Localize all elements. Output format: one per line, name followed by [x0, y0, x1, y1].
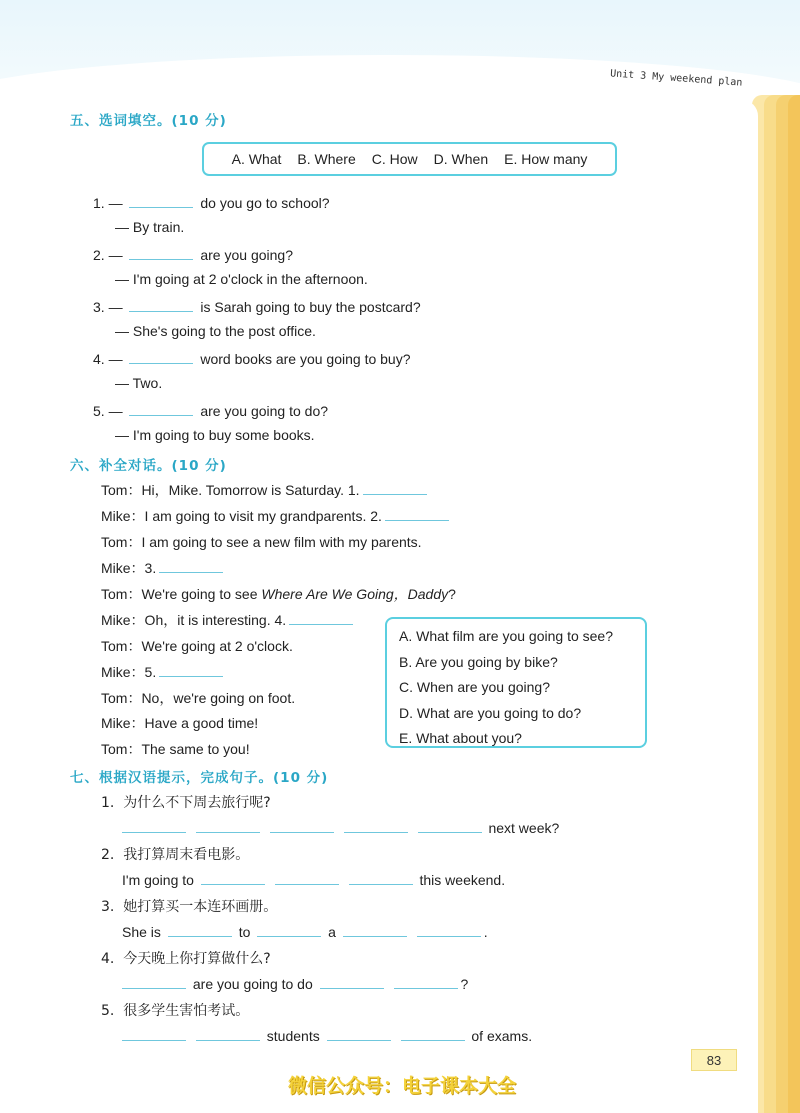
dialogue-option: B. Are you going by bike? [399, 653, 558, 670]
answer-line: are you going to do ? [119, 974, 468, 992]
answer-blank[interactable] [417, 922, 481, 937]
answer-blank[interactable] [196, 818, 260, 833]
section-5-title: 五、选词填空。(10 分) [70, 113, 227, 129]
chinese-prompt: 4. 今天晚上你打算做什么? [101, 951, 271, 967]
answer-blank[interactable] [257, 922, 321, 937]
dialogue-line: Tom：We're going to see Where Are We Going，Daddy? [101, 586, 456, 602]
dialogue-line: Mike：Have a good time! [101, 715, 259, 731]
word-option: A. What [231, 151, 282, 167]
answer-blank[interactable] [320, 974, 384, 989]
dialogue-line: Tom：No，we're going on foot. [101, 690, 296, 706]
page-edge-stack [752, 95, 800, 1113]
dialogue-line: Tom：I am going to see a new film with my parents. [101, 534, 422, 550]
answer-blank[interactable] [327, 1026, 391, 1041]
answer-blank[interactable] [401, 1026, 465, 1041]
answer-line: I'm going to this weekend. [122, 872, 506, 888]
question-line: 3. — is Sarah going to buy the postcard? [93, 299, 421, 315]
answer-blank[interactable] [418, 818, 482, 833]
dialogue-line: Tom：We're going at 2 o'clock. [101, 638, 293, 654]
answer-blank[interactable] [349, 870, 413, 885]
answer-blank[interactable] [275, 870, 339, 885]
answer-line: — I'm going at 2 o'clock in the afternoon. [115, 271, 368, 287]
chinese-prompt: 3. 她打算买一本连环画册。 [101, 899, 278, 915]
answer-blank[interactable] [129, 245, 193, 260]
answer-blank[interactable] [159, 558, 223, 573]
answer-blank[interactable] [343, 922, 407, 937]
dialogue-line: Tom：The same to you! [101, 741, 250, 757]
answer-blank[interactable] [122, 1026, 186, 1041]
dialogue-line: Mike：3. [101, 558, 226, 578]
dialogue-options-box [385, 617, 647, 748]
section-6-title: 六、补全对话。(10 分) [70, 458, 227, 474]
dialogue-option: A. What film are you going to see? [399, 628, 613, 644]
word-option: B. Where [297, 151, 356, 167]
word-option: D. When [433, 151, 489, 167]
answer-blank[interactable] [394, 974, 458, 989]
answer-line: — Two. [115, 375, 163, 391]
answer-blank[interactable] [122, 818, 186, 833]
question-line: 2. — are you going? [93, 247, 293, 263]
answer-blank[interactable] [122, 974, 186, 989]
running-head: Unit 3 My weekend plan [609, 68, 743, 89]
answer-blank[interactable] [196, 1026, 260, 1041]
dialogue-line: Mike：I am going to visit my grandparents. 2. [101, 506, 452, 526]
answer-line: students of exams. [119, 1026, 532, 1044]
answer-blank[interactable] [344, 818, 408, 833]
answer-blank[interactable] [385, 506, 449, 521]
answer-line: — I'm going to buy some books. [115, 427, 315, 443]
dialogue-line: Mike：Oh，it is interesting. 4. [101, 610, 356, 630]
question-line: 5. — are you going to do? [93, 403, 329, 419]
chinese-prompt: 5. 很多学生害怕考试。 [101, 1003, 250, 1019]
chinese-prompt: 1. 为什么不下周去旅行呢? [101, 795, 271, 811]
answer-blank[interactable] [289, 610, 353, 625]
answer-blank[interactable] [129, 349, 193, 364]
page-number: 83 [691, 1049, 737, 1071]
answer-line: She is to a . [122, 924, 488, 940]
word-option: E. How many [504, 151, 588, 167]
answer-blank[interactable] [270, 818, 334, 833]
word-bank-box [202, 142, 617, 176]
dialogue-line: Tom：Hi，Mike. Tomorrow is Saturday. 1. [101, 480, 430, 500]
dialogue-option: E. What about you? [399, 730, 522, 747]
section-7-title: 七、根据汉语提示，完成句子。(10 分) [70, 770, 329, 786]
answer-blank[interactable] [159, 662, 223, 677]
answer-blank[interactable] [363, 480, 427, 495]
watermark-text: 微信公众号：电子课本大全 [288, 1075, 517, 1097]
answer-blank[interactable] [129, 193, 193, 208]
answer-blank[interactable] [129, 297, 193, 312]
question-line: 1. — do you go to school? [93, 195, 330, 211]
answer-blank[interactable] [168, 922, 232, 937]
answer-line: — She's going to the post office. [115, 323, 316, 339]
question-line: 4. — word books are you going to buy? [93, 351, 411, 367]
dialogue-option: D. What are you going to do? [399, 704, 582, 721]
answer-line: next week? [119, 818, 559, 836]
answer-blank[interactable] [201, 870, 265, 885]
answer-blank[interactable] [129, 401, 193, 416]
dialogue-option: C. When are you going? [399, 679, 550, 696]
word-option: C. How [371, 151, 418, 167]
answer-line: — By train. [115, 219, 185, 235]
dialogue-line: Mike：5. [101, 662, 226, 682]
chinese-prompt: 2. 我打算周末看电影。 [101, 847, 250, 863]
